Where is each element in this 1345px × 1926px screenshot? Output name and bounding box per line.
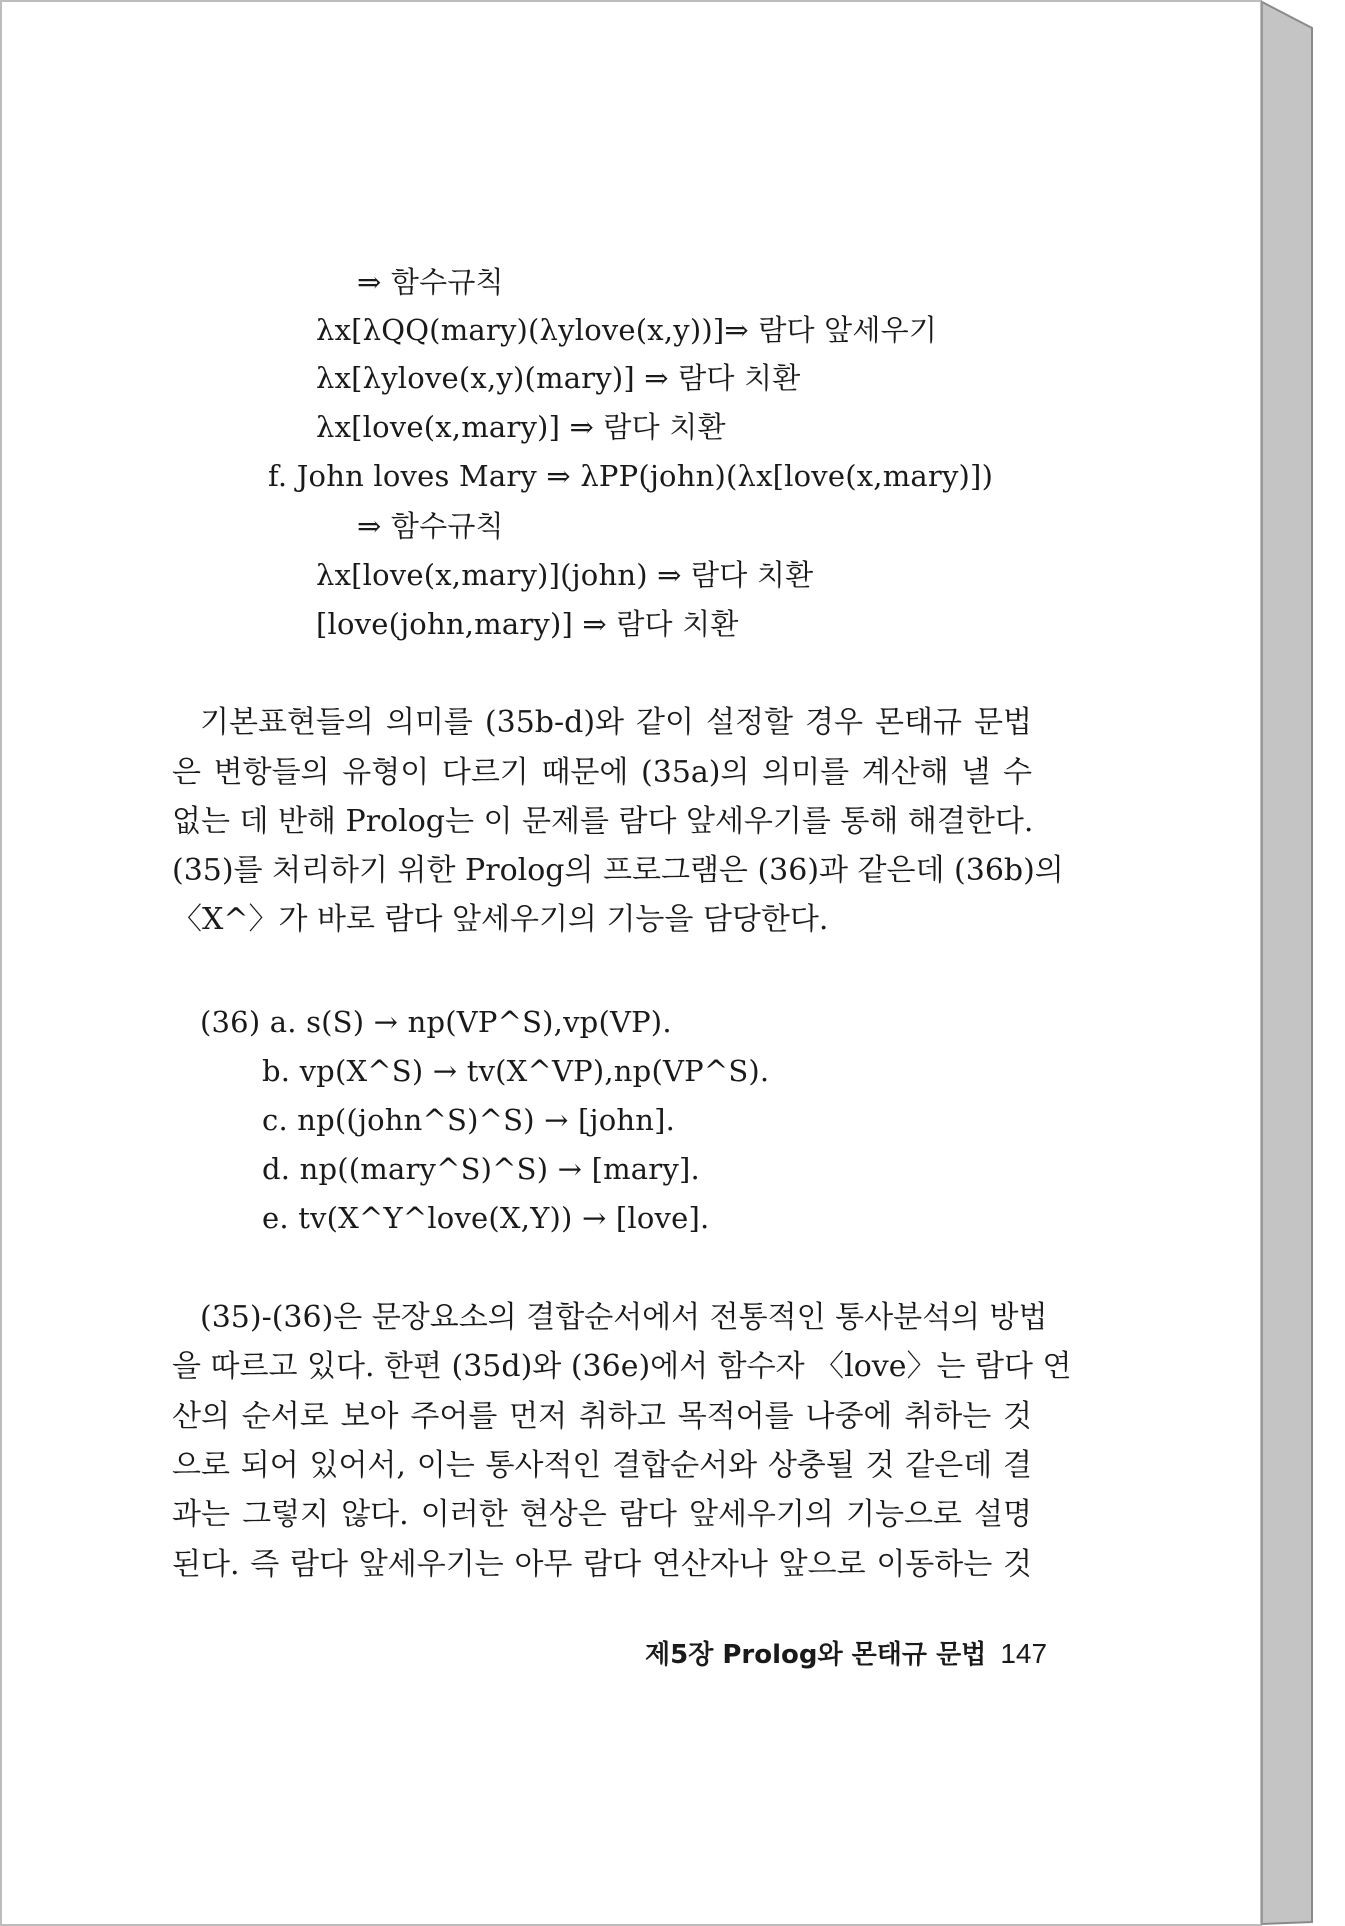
paragraph-1-line: 기본표현들의 의미를 (35b-d)와 같이 설정할 경우 몬태규 문법: [200, 705, 1032, 740]
example-36-line-a: (36) a. s(S) → np(VP^S),vp(VP).: [200, 1005, 672, 1039]
chapter-title: 제5장 Prolog와 몬태규 문법: [645, 1640, 987, 1670]
example-36-line-d: d. np((mary^S)^S) → [mary].: [262, 1152, 700, 1186]
paragraph-1-line: (35)를 처리하기 위한 Prolog의 프로그램은 (36)과 같은데 (36b)의: [172, 853, 1064, 888]
derivation-line-6: ⇒ 함수규칙: [357, 509, 504, 543]
derivation-line-3: λx[λylove(x,y)(mary)] ⇒ 람다 치환: [316, 361, 801, 395]
page-number: 147: [1000, 1638, 1048, 1669]
paragraph-2-line: 산의 순서로 보아 주어를 먼저 취하고 목적어를 나중에 취하는 것: [172, 1399, 1032, 1434]
running-footer: [645, 1636, 1047, 1673]
paragraph-2-line: 을 따르고 있다. 한편 (35d)와 (36e)에서 함수자 〈love〉는 람다 연: [172, 1349, 1072, 1384]
derivation-line-7: λx[love(x,mary)](john) ⇒ 람다 치환: [316, 558, 814, 592]
example-36-line-c: c. np((john^S)^S) → [john].: [262, 1103, 676, 1137]
derivation-line-5: f. John loves Mary ⇒ λPP(john)(λx[love(x,mary)]): [268, 459, 994, 493]
derivation-line-2: λx[λQQ(mary)(λylove(x,y))]⇒ 람다 앞세우기: [316, 313, 938, 347]
example-36-line-e: e. tv(X^Y^love(X,Y)) → [love].: [262, 1201, 710, 1235]
derivation-line-1: ⇒ 함수규칙: [357, 265, 504, 299]
paragraph-2-line: (35)-(36)은 문장요소의 결합순서에서 전통적인 통사분석의 방법: [200, 1300, 1048, 1335]
paragraph-2-line: 된다. 즉 람다 앞세우기는 아무 람다 연산자나 앞으로 이동하는 것: [172, 1547, 1032, 1582]
paragraph-1-line: 〈X^〉가 바로 람다 앞세우기의 기능을 담당한다.: [172, 902, 829, 937]
derivation-line-4: λx[love(x,mary)] ⇒ 람다 치환: [316, 410, 726, 444]
paragraph-2-line: 과는 그렇지 않다. 이러한 현상은 람다 앞세우기의 기능으로 설명: [172, 1497, 1032, 1532]
paragraph-2-line: 으로 되어 있어서, 이는 통사적인 결합순서와 상충될 것 같은데 결: [172, 1448, 1032, 1483]
derivation-line-8: [love(john,mary)] ⇒ 람다 치환: [316, 607, 739, 641]
example-36-line-b: b. vp(X^S) → tv(X^VP),np(VP^S).: [262, 1054, 770, 1088]
paragraph-1-line: 없는 데 반해 Prolog는 이 문제를 람다 앞세우기를 통해 해결한다.: [172, 804, 1034, 839]
paragraph-1-line: 은 변항들의 유형이 다르기 때문에 (35a)의 의미를 계산해 낼 수: [172, 755, 1032, 790]
